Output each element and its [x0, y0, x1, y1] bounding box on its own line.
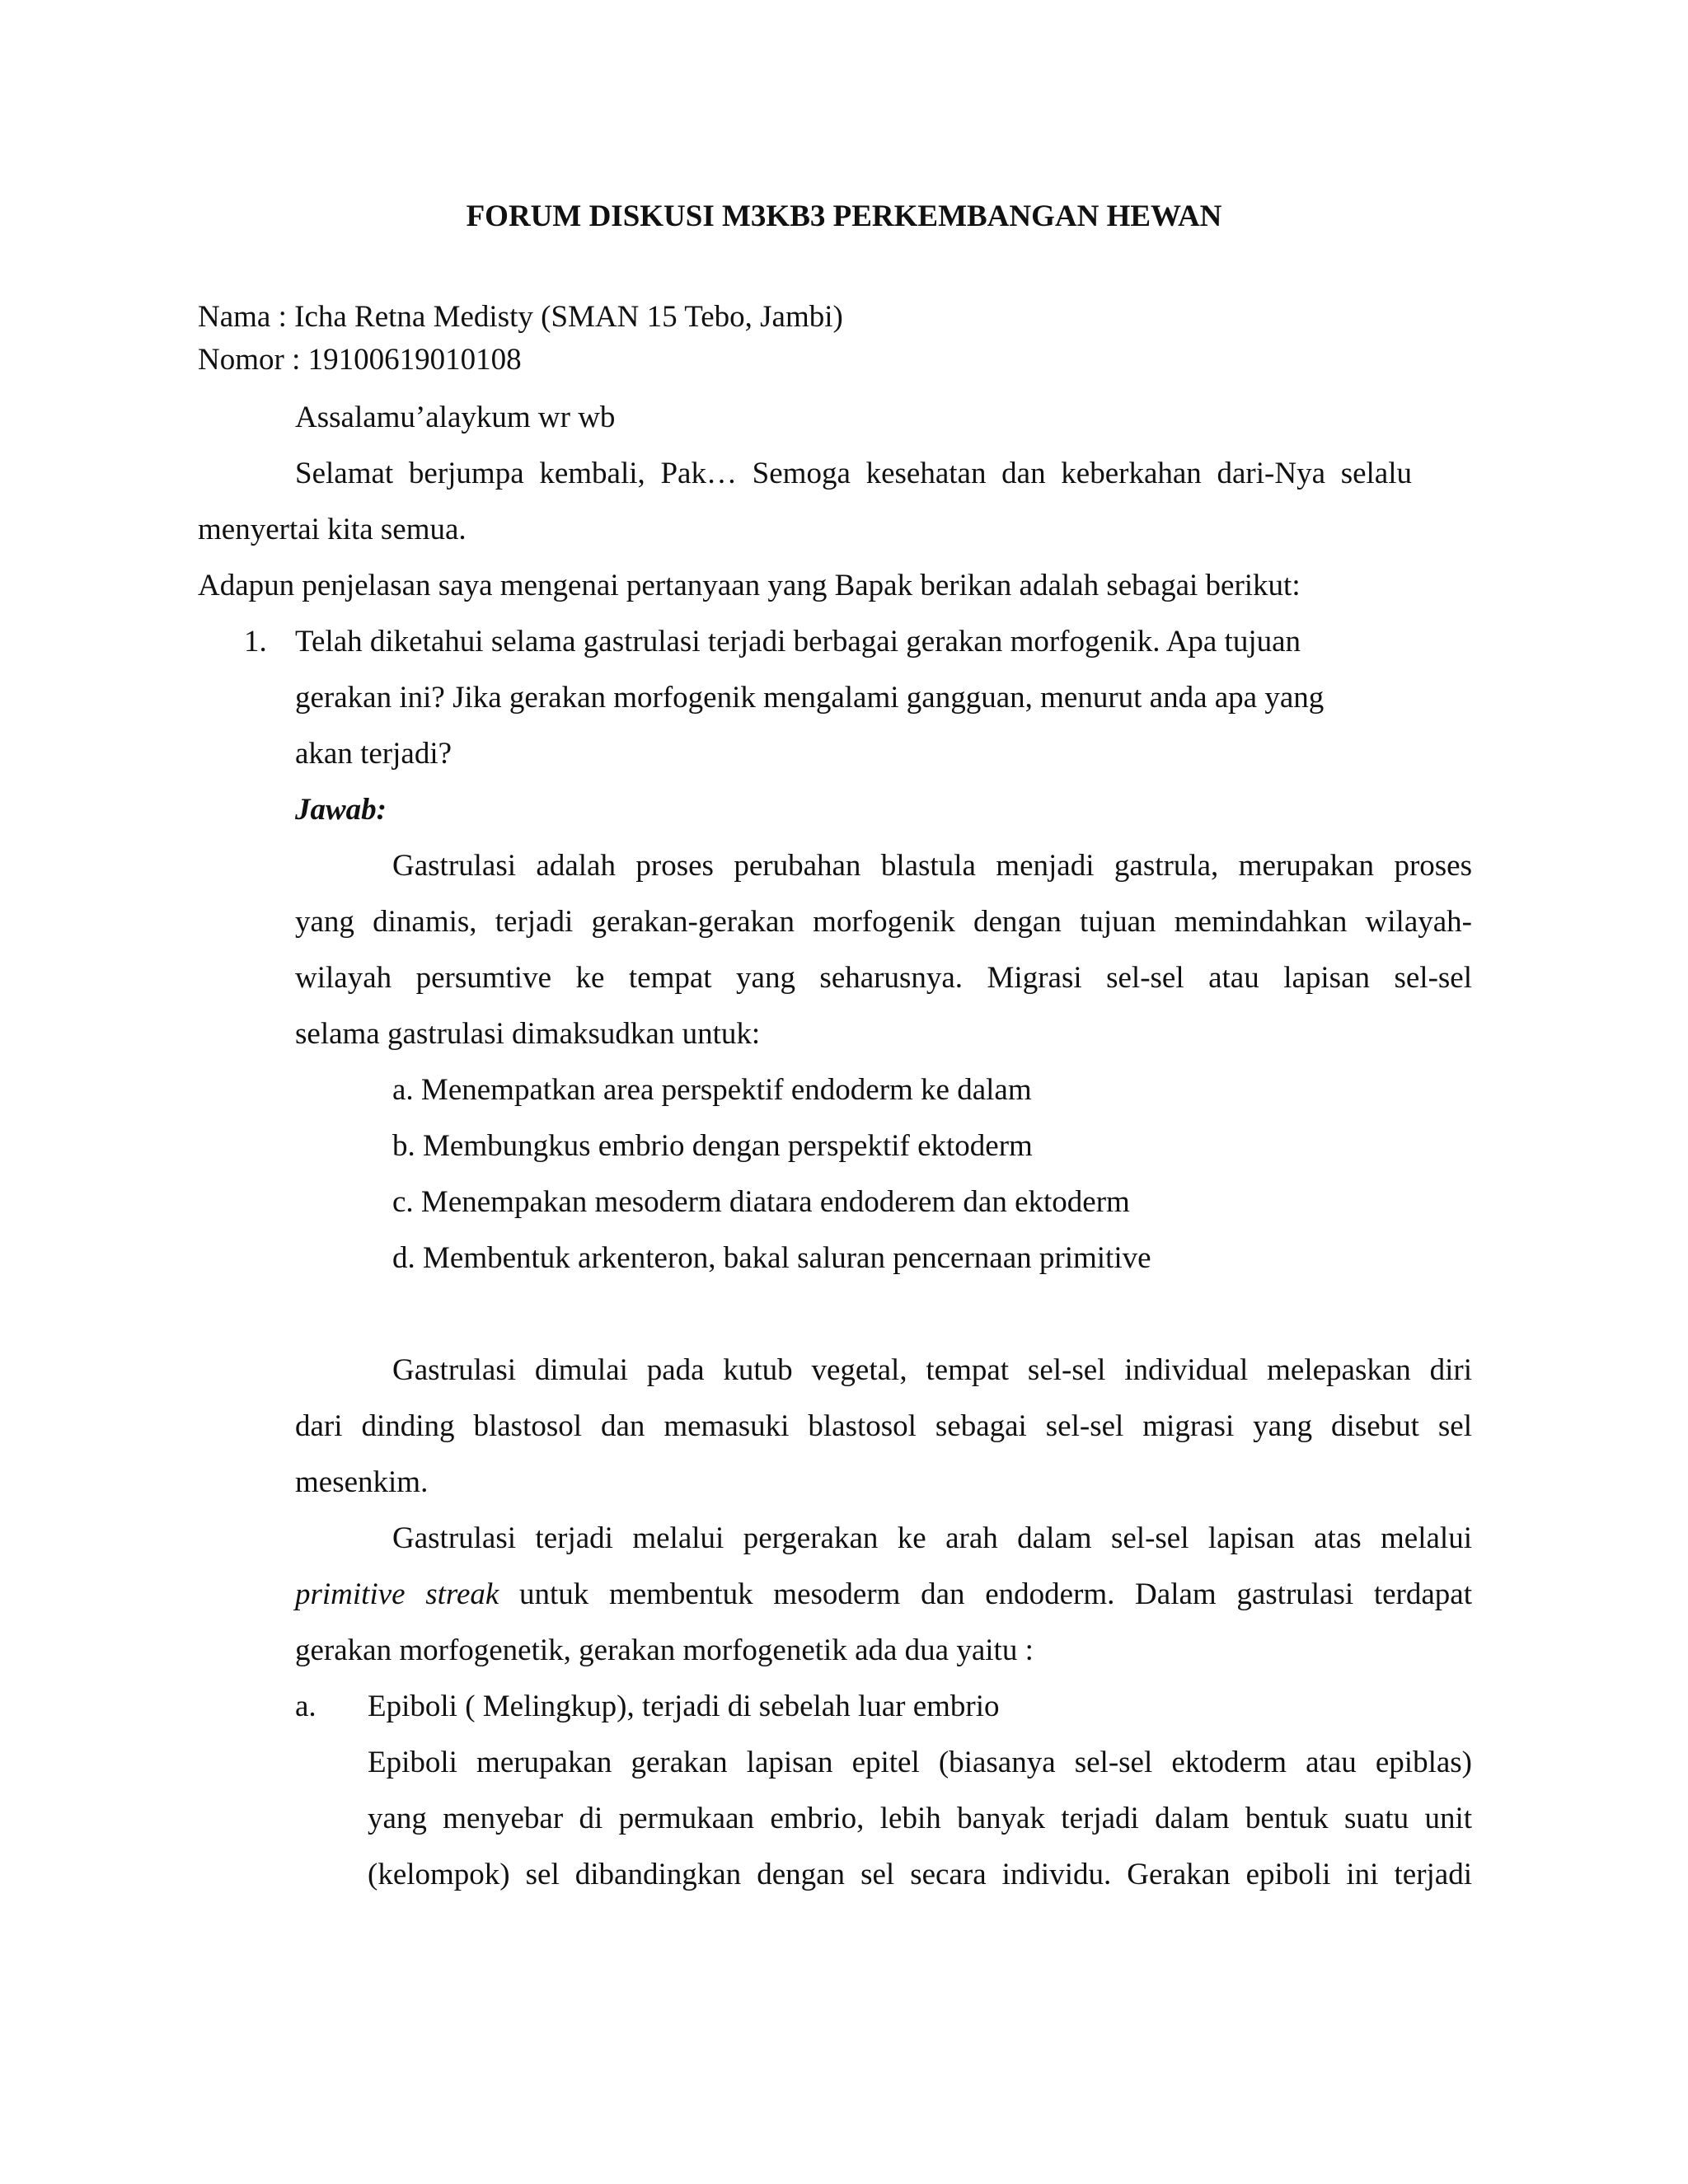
para3-line-2-rest: untuk membentuk mesoderm dan endoderm. Dalam gastrulasi terdapat — [499, 1577, 1472, 1611]
question-line-1: Telah diketahui selama gastrulasi terjadi berbagai gerakan morfogenik. Apa tujuan — [295, 625, 1301, 658]
epiboli-letter: a. — [295, 1690, 316, 1723]
list-item: b. Membungkus embrio dengan perspektif ektoderm — [392, 1129, 1033, 1163]
greeting-salam: Assalamu’alaykum wr wb — [295, 401, 616, 434]
para1-line: selama gastrulasi dimaksudkan untuk: — [295, 1017, 761, 1051]
greeting-line-1: Selamat berjumpa kembali, Pak… Semoga kesehatan dan keberkahan dari-Nya selalu — [295, 457, 1412, 490]
answer-label: Jawab: — [295, 793, 387, 827]
para1-line: Gastrulasi adalah proses perubahan blastula menjadi gastrula, merupakan proses — [392, 849, 1472, 883]
para2-line: Gastrulasi dimulai pada kutub vegetal, tempat sel-sel individual melepaskan diri — [392, 1353, 1472, 1387]
list-item: a. Menempatkan area perspektif endoderm ke dalam — [392, 1073, 1032, 1107]
primitive-streak-term: primitive streak — [295, 1577, 499, 1611]
intro-line: Adapun penjelasan saya mengenai pertanyaan yang Bapak berikan adalah sebagai berikut: — [198, 569, 1301, 602]
epiboli-line: (kelompok) sel dibandingkan dengan sel secara individu. Gerakan epiboli ini terjadi — [368, 1858, 1472, 1891]
para2-line: mesenkim. — [295, 1465, 429, 1499]
para1-line: yang dinamis, terjadi gerakan-gerakan morfogenik dengan tujuan memindahkan wilayah- — [295, 905, 1472, 939]
question-line-3: akan terjadi? — [295, 737, 452, 771]
list-item: c. Menempakan mesoderm diatara endoderem dan ektoderm — [392, 1185, 1130, 1219]
question-number: 1. — [244, 625, 267, 658]
para3-line-1: Gastrulasi terjadi melalui pergerakan ke arah dalam sel-sel lapisan atas melalui — [392, 1521, 1472, 1555]
epiboli-heading: Epiboli ( Melingkup), terjadi di sebelah luar embrio — [368, 1690, 1000, 1723]
document-title: FORUM DISKUSI M3KB3 PERKEMBANGAN HEWAN — [466, 199, 1222, 233]
para1-line: wilayah persumtive ke tempat yang seharusnya. Migrasi sel-sel atau lapisan sel-sel — [295, 961, 1472, 995]
para3-line-2 — [295, 1579, 1472, 1610]
greeting-line-2: menyertai kita semua. — [198, 513, 467, 546]
nomor-line: Nomor : 19100619010108 — [198, 343, 522, 377]
epiboli-line: Epiboli merupakan gerakan lapisan epitel (biasanya sel-sel ektoderm atau epiblas) — [368, 1746, 1472, 1779]
para2-line: dari dinding blastosol dan memasuki blastosol sebagai sel-sel migrasi yang disebut sel — [295, 1409, 1472, 1443]
para3-line-3: gerakan morfogenetik, gerakan morfogenetik ada dua yaitu : — [295, 1633, 1034, 1667]
nama-line: Nama : Icha Retna Medisty (SMAN 15 Tebo, Jambi) — [198, 300, 843, 334]
list-item: d. Membentuk arkenteron, bakal saluran pencernaan primitive — [392, 1241, 1151, 1275]
epiboli-line: yang menyebar di permukaan embrio, lebih banyak terjadi dalam bentuk suatu unit — [368, 1802, 1472, 1835]
question-line-2: gerakan ini? Jika gerakan morfogenik mengalami gangguan, menurut anda apa yang — [295, 681, 1325, 715]
